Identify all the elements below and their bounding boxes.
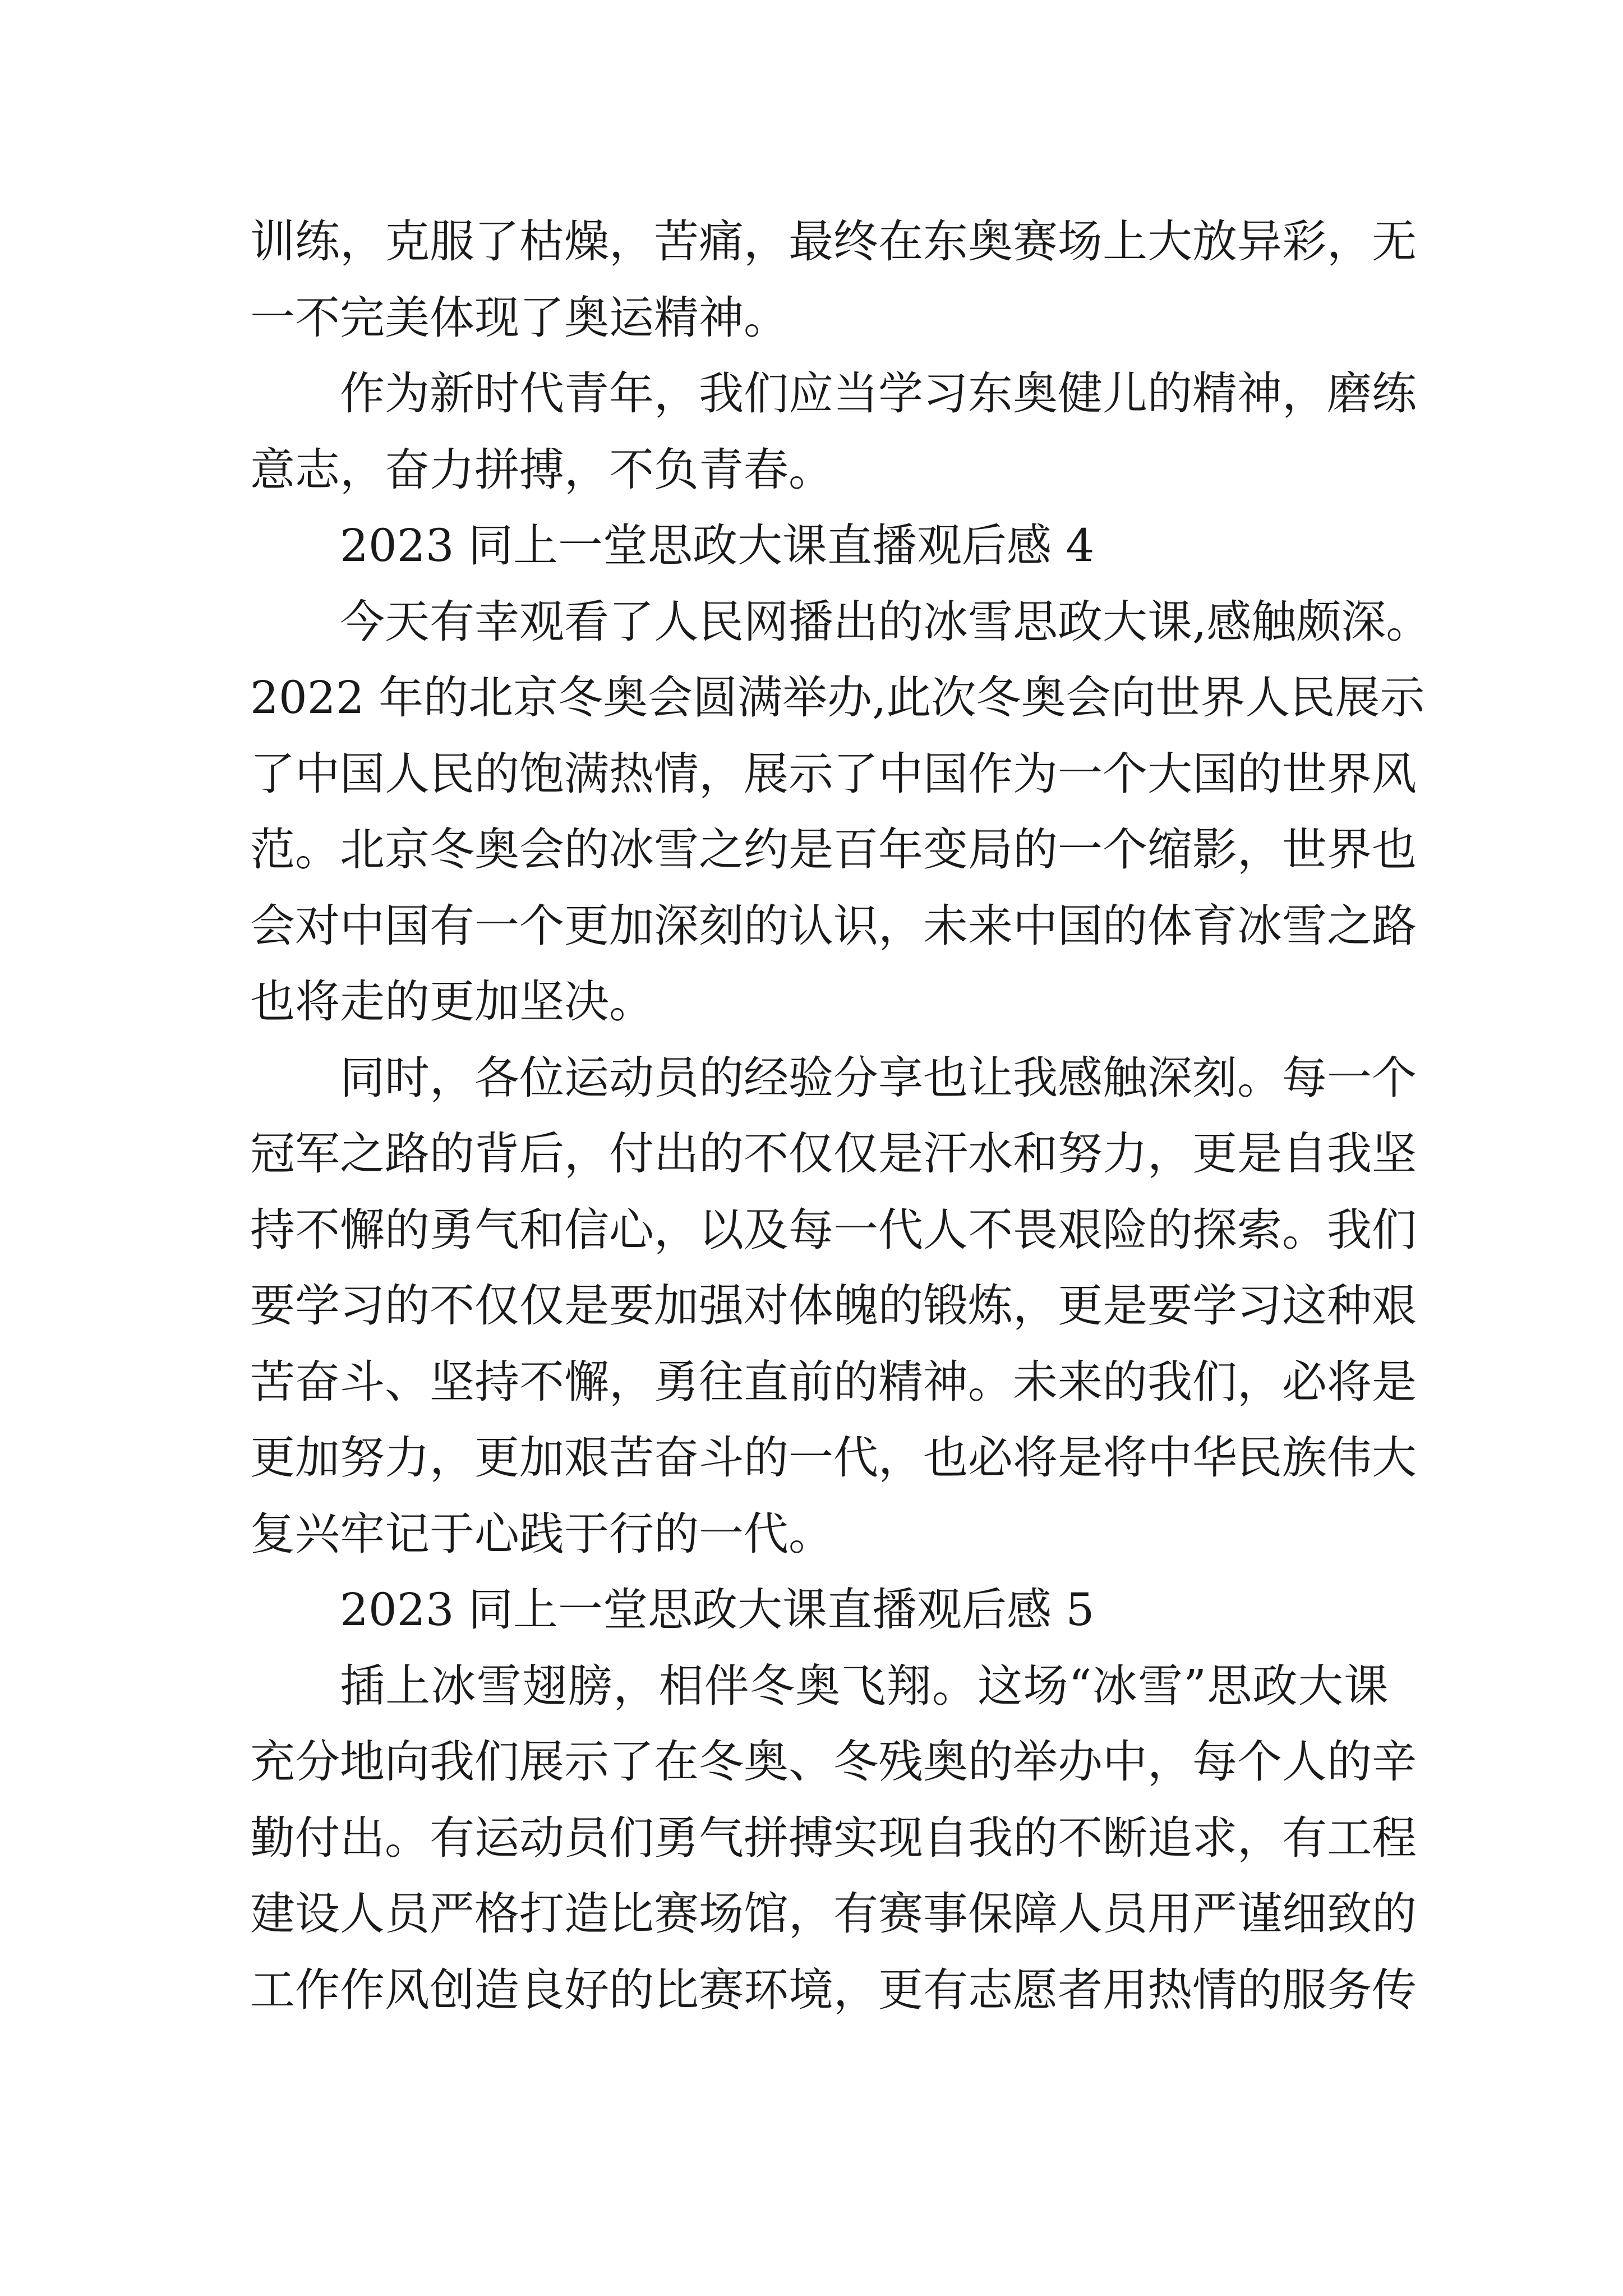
text-line: 作为新时代青年，我们应当学习东奥健儿的精神，磨练 [340,367,1417,420]
section-heading [250,1572,1389,1648]
text-line: 同时，各位运动员的经验分享也让我感触深刻。每一个 [340,1051,1417,1104]
text-line: 工作作风创造良好的比赛环境，更有志愿者用热情的服务传 [250,1963,1417,2016]
text-line: 复兴牢记于心践于行的一代。 [250,1507,833,1560]
paragraph [250,356,1417,508]
text-line: 冠军之路的背后，付出的不仅仅是汗水和努力，更是自我坚 [250,1128,1417,1180]
text-line: 持不懈的勇气和信心，以及每一代人不畏艰险的探索。我们 [250,1203,1417,1256]
text-line: 了中国人民的饱满热情，展示了中国作为一个大国的世界风 [250,747,1417,800]
text-line: 苦奋斗、坚持不懈，勇往直前的精神。未来的我们，必将是 [250,1355,1417,1408]
text-line: 意志，奋力拼搏，不负青春。 [250,443,833,496]
text-line: 要学习的不仅仅是要加强对体魄的锻炼，更是要学习这种艰 [250,1280,1417,1332]
document-body [250,204,1431,2028]
text-line: 今天有幸观看了人民网播出的冰雪思政大课,感触颇深。 [340,595,1431,648]
text-line: 充分地向我们展示了在冬奥、冬残奥的举办中，每个人的辛 [250,1736,1417,1788]
heading-text: 2023 同上一堂思政大课直播观后感 4 [340,519,1095,572]
text-line: 一不完美体现了奥运精神。 [250,291,789,344]
paragraph [250,1648,1417,2028]
text-line: 会对中国有一个更加深刻的认识，未来中国的体育冰雪之路 [250,899,1417,952]
paragraph [250,584,1431,1040]
text-line: 勤付出。有运动员们勇气拼搏实现自我的不断追求，有工程 [250,1811,1417,1864]
text-line: 2022 年的北京冬奥会圆满举办,此次冬奥会向世界人民展示 [250,671,1425,724]
text-line: 建设人员严格打造比赛场馆，有赛事保障人员用严谨细致的 [250,1888,1417,1940]
paragraph [250,1040,1417,1572]
section-heading [250,508,1389,584]
text-line: 训练，克服了枯燥，苦痛，最终在东奥赛场上大放异彩，无 [250,215,1417,268]
text-line: 更加努力，更加艰苦奋斗的一代，也必将是将中华民族伟大 [250,1432,1417,1484]
paragraph-continuation [250,204,1417,356]
text-line: 也将走的更加坚决。 [250,976,654,1028]
text-line: 范。北京冬奥会的冰雪之约是百年变局的一个缩影，世界也 [250,823,1417,876]
text-line: 插上冰雪翅膀，相伴冬奥飞翔。这场“冰雪”思政大课 [340,1659,1389,1712]
heading-text: 2023 同上一堂思政大课直播观后感 5 [340,1584,1095,1636]
